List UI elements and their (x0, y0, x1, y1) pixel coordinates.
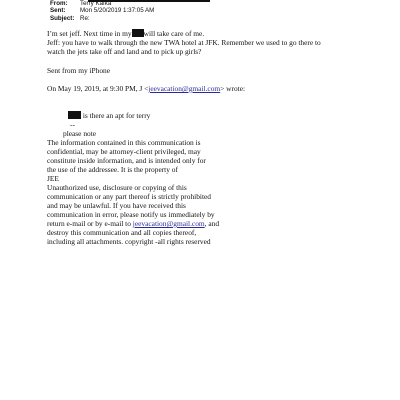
body-line-1 (47, 29, 204, 38)
disclaimer-line: destroy this communication and all copies thereof, (47, 228, 197, 237)
apt-line (68, 111, 150, 120)
disclaimer-line: Unauthorized use, disclosure or copying of this (47, 183, 187, 192)
return-text-end: , and (204, 219, 220, 228)
subject-label: Subject: (50, 15, 75, 22)
please-note: please note (63, 129, 97, 138)
disclaimer-line (47, 219, 219, 228)
signature: Sent from my iPhone (47, 66, 111, 75)
disclaimer-line: and may be unlawful. If you have received this (47, 201, 186, 210)
sender-email-link[interactable]: jeevacation@gmail.com (148, 84, 221, 93)
apt-line-text: is there an apt for terry (82, 111, 151, 120)
disclaimer-line: the use of the addressee. It is the property of (47, 165, 178, 174)
sent-label: Sent: (50, 7, 66, 14)
disclaimer-line: confidential, may be attorney-client privileged, may (47, 147, 201, 156)
disclaimer-line: JEE (47, 174, 59, 183)
quote-attribution-start: On May 19, 2019, at 9:30 PM, J < (47, 84, 149, 93)
return-email-link[interactable]: jeevacation@gmail.com (132, 219, 205, 228)
disclaimer-line: The information contained in this communication is (47, 138, 201, 147)
quote-attribution-end: > wrote: (220, 84, 246, 93)
disclaimer-line: communication in error, please notify us immediately by (47, 210, 215, 219)
redaction-block (68, 111, 81, 119)
quote-attribution (47, 84, 245, 93)
redaction-block (132, 29, 144, 37)
subject-row (50, 15, 90, 23)
disclaimer-line: constitute inside information, and is intended only for (47, 156, 206, 165)
sent-value: Mon 5/20/2019 1:37:05 AM (80, 7, 155, 14)
body-line-1-end: will take care of me. (143, 29, 205, 38)
subject-value: Re: (80, 15, 90, 22)
dashes: -- (70, 120, 75, 129)
body-line-2: Jeff: you have to walk through the new TWA hotel at JFK. Remember we used to go there to (47, 38, 321, 47)
disclaimer-line: including all attachments. copyright -all rights reserved (47, 237, 211, 246)
from-value: Terry Kafka (80, 0, 112, 7)
sent-row (50, 7, 154, 15)
body-line-1-start: I’m set jeff. Next time in my (47, 29, 132, 38)
from-label: From: (50, 0, 68, 7)
body-line-3: watch the jets take off and land and to pick up girls? (47, 47, 202, 56)
disclaimer-line: communication or any part thereof is strictly prohibited (47, 192, 211, 201)
return-text-start: return e-mail or by e-mail to (47, 219, 133, 228)
